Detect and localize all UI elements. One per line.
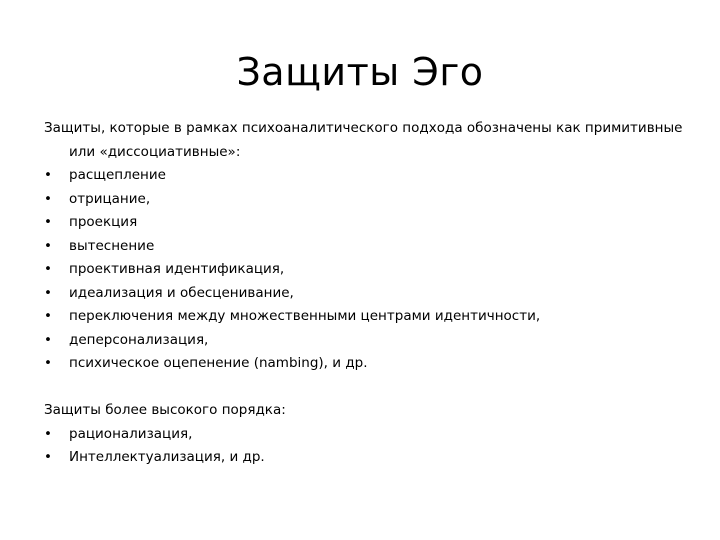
list-item-text: идеализация и обесценивание, bbox=[69, 284, 294, 301]
primitive-defenses-intro: Защиты, которые в рамках психоаналитического подхода обозначены как примитивные или «диссоциативные»: bbox=[44, 120, 683, 160]
list-item-text: проективная идентификация, bbox=[69, 261, 285, 277]
bullet-icon: • bbox=[44, 449, 52, 465]
bullet-icon: • bbox=[44, 237, 52, 254]
list-item bbox=[44, 164, 694, 188]
bullet-icon: • bbox=[44, 355, 52, 371]
bullet-icon: • bbox=[44, 284, 52, 301]
list-item-text: переключения между множественными центрами идентичности, bbox=[69, 308, 541, 324]
list-item-text: рационализация, bbox=[69, 425, 193, 442]
list-item-text: деперсонализация, bbox=[69, 331, 209, 348]
list-item bbox=[44, 329, 694, 353]
list-item-text: Интеллектуализация, и др. bbox=[69, 449, 265, 465]
list-item bbox=[44, 352, 694, 376]
bullet-icon: • bbox=[44, 261, 52, 277]
bullet-icon: • bbox=[44, 214, 52, 230]
bullet-icon: • bbox=[44, 425, 52, 442]
bullet-icon: • bbox=[44, 308, 52, 324]
higher-defenses-intro: Защиты более высокого порядка: bbox=[44, 402, 286, 418]
list-item bbox=[44, 188, 694, 212]
list-item-text: проекция bbox=[69, 214, 138, 230]
list-item-text: расщепление bbox=[69, 167, 166, 183]
list-item-text: вытеснение bbox=[69, 237, 155, 254]
list-item bbox=[44, 211, 694, 235]
primitive-defenses-list bbox=[44, 164, 694, 376]
list-item bbox=[44, 423, 694, 447]
list-item-text: психическое оцепенение (nambing), и др. bbox=[69, 355, 368, 371]
list-item-text: отрицание, bbox=[69, 190, 151, 207]
list-item bbox=[44, 446, 694, 470]
bullet-icon: • bbox=[44, 167, 52, 183]
list-item bbox=[44, 305, 694, 329]
bullet-icon: • bbox=[44, 190, 52, 207]
list-item bbox=[44, 258, 694, 282]
slide-body bbox=[44, 117, 694, 470]
bullet-icon: • bbox=[44, 331, 52, 348]
higher-defenses-list bbox=[44, 423, 694, 470]
list-item bbox=[44, 235, 694, 259]
paragraph-spacer bbox=[44, 376, 694, 400]
slide-title: Защиты Эго bbox=[236, 50, 484, 94]
list-item bbox=[44, 282, 694, 306]
